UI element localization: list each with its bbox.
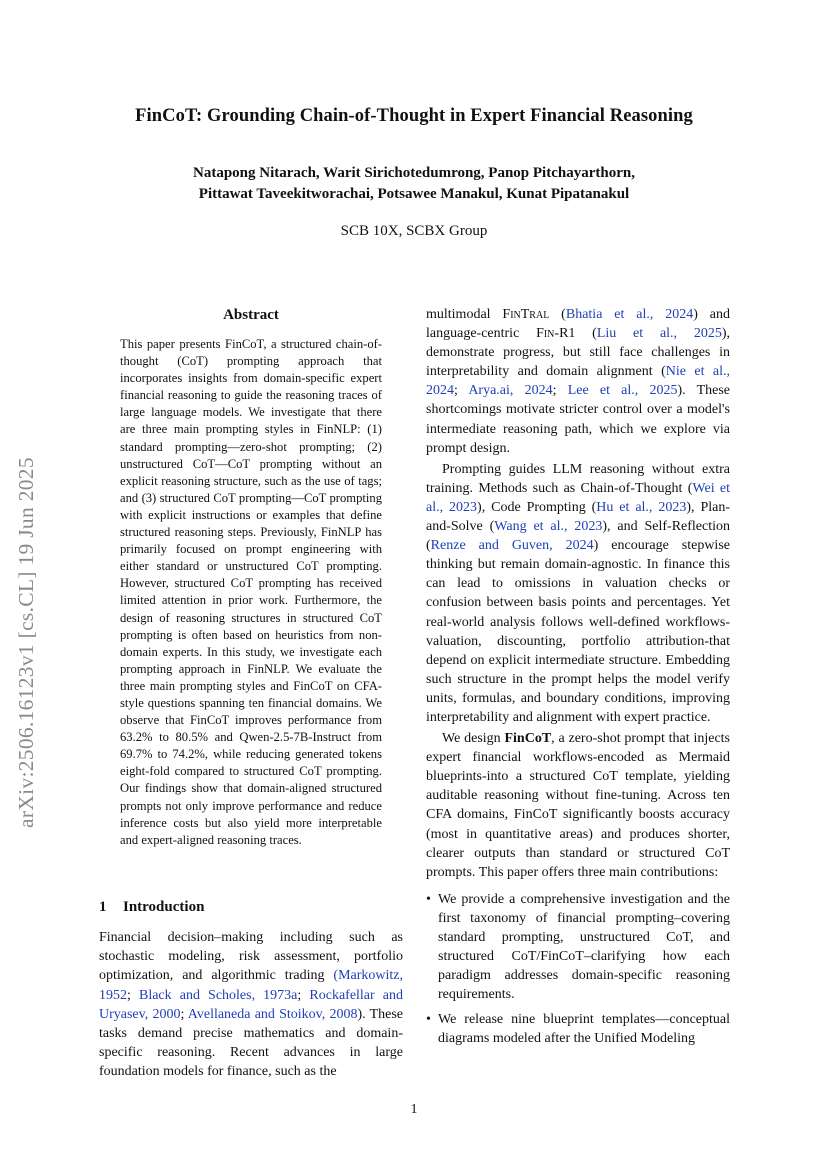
citation-separator: ; bbox=[180, 1006, 188, 1022]
right-paragraph-1 bbox=[426, 305, 730, 458]
list-item-text: We provide a comprehensive investigation and the first taxonomy of financial prompting–covering standard prompting, unstructured CoT, and structured CoT/FinCoT–clarifying how each paradigm addresses domain-specific reasoning requirements. bbox=[438, 891, 730, 1003]
paper-title: FinCoT: Grounding Chain-of-Thought in Expert Financial Reasoning bbox=[135, 106, 693, 126]
arxiv-stamp bbox=[8, 340, 48, 840]
citation-link[interactable]: Nie et al., 2024 bbox=[426, 364, 730, 399]
body-text: multimodal bbox=[426, 307, 503, 322]
citation-link[interactable]: Liu et al., 2025 bbox=[596, 326, 722, 342]
body-text: ), Code Prompting ( bbox=[477, 499, 597, 515]
citation-link[interactable]: Renze and Guven, 2024 bbox=[430, 538, 594, 554]
citation-link[interactable]: Wang et al., 2023 bbox=[494, 519, 603, 535]
model-name-fin-r1: Fin-R1 bbox=[536, 326, 576, 342]
citation-link[interactable]: (Markowitz, 1952 bbox=[99, 968, 403, 1003]
body-text: ). These shortcomings motivate stricter control over a model's intermediate reasoning path, which we explore via prompt design. bbox=[426, 383, 731, 456]
model-name-fintral: FinTral bbox=[502, 307, 550, 322]
citation-link[interactable]: Hu et al., 2023 bbox=[596, 499, 687, 515]
section-title: Introduction bbox=[123, 899, 205, 915]
bullet-icon: • bbox=[426, 1012, 431, 1028]
authors-line-2: Pittawat Taveekitworachai, Potsawee Manakul, Kunat Pipatanakul bbox=[198, 186, 630, 202]
bullet-icon: • bbox=[426, 891, 431, 907]
abstract-heading: Abstract bbox=[223, 307, 279, 323]
section-number: 1 bbox=[99, 899, 107, 915]
body-text: ; bbox=[552, 383, 568, 399]
citation-link[interactable]: Avellaneda and Stoikov, 2008 bbox=[187, 1006, 358, 1022]
citation-link[interactable]: Black and Scholes, 1973a bbox=[138, 987, 298, 1003]
body-text: , a zero-shot prompt that injects expert financial workflows-encoded as Mermaid blueprints-into a structured CoT template, yielding auditable reasoning without fine-tuning. Across ten CFA domains, FinCoT significantly boosts accuracy (most in quantitative areas) and produces shorter, clearer outputs than standard or structured CoT prompts. This paper offers three main contributions: bbox=[426, 731, 730, 880]
body-text: ), and Self-Reflection ( bbox=[426, 519, 731, 554]
body-text: ( bbox=[575, 326, 597, 342]
intro-paragraph-1 bbox=[99, 928, 403, 1082]
citation-link[interactable]: Wei et al., 2023 bbox=[426, 480, 730, 515]
method-name: FinCoT bbox=[504, 731, 552, 747]
citation-separator: ; bbox=[127, 987, 139, 1003]
author-list bbox=[0, 163, 828, 205]
section-heading-introduction bbox=[99, 899, 204, 916]
body-text: ) and language-centric bbox=[426, 307, 730, 342]
right-column bbox=[426, 305, 730, 1055]
arxiv-stamp-text: arXiv:2506.16123v1 [cs.CL] 19 Jun 2025 bbox=[14, 457, 38, 828]
list-item bbox=[426, 890, 730, 1005]
body-text: We design bbox=[442, 731, 505, 747]
citation-separator: ; bbox=[297, 987, 310, 1003]
right-paragraph-2 bbox=[426, 460, 730, 727]
contribution-list bbox=[426, 890, 730, 1049]
citation-link[interactable]: Arya.ai, 2024 bbox=[468, 383, 553, 399]
list-item-text: We release nine blueprint templates—conceptual diagrams modeled after the Unified Modeling bbox=[438, 1012, 730, 1047]
abstract-body: This paper presents FinCoT, a structured chain-of-thought (CoT) prompting approach that incorporates insights from domain-specific expert financial reasoning to guide the reasoning traces of large language models. We investigate that there are three main prompting styles in FinNLP: (1) standard prompting—zero-shot prompting; (2) unstructured CoT—CoT prompting without an explicit reasoning structure, such as the use of tags; and (3) structured CoT prompting—CoT prompting with explicit instructions or examples that define structured reasoning steps. Previously, FinNLP has primarily focused on prompt engineering with either standard or unstructured CoT prompting. However, structured CoT prompting has received limited attention in prior work. Furthermore, the design of reasoning structures in structured CoT prompting is often based on heuristics from non-domain experts. In this study, we investigate each prompting approach in FinNLP. We evaluate the three main prompting styles and FinCoT on CFA-style questions spanning ten financial domains. We observe that FinCoT improves performance from 63.2% to 80.5% and Qwen-2.5-7B-Instruct from 69.7% to 74.2%, while reducing generated tokens eight-fold compared to structured CoT prompting. Our findings show that domain-aligned structured prompts not only improve performance and reduce inference costs but also yield more interpretable and expert-aligned reasoning traces. bbox=[120, 337, 382, 847]
authors-line-1: Natapong Nitarach, Warit Sirichotedumrong, Panop Pitchayarthorn, bbox=[193, 165, 635, 181]
citation-link[interactable]: Rockafellar and Uryasev, 2000 bbox=[99, 987, 403, 1022]
intro-text: ). These tasks demand precise mathematics and domain-specific reasoning. Recent advances in large foundation models for finance, such as the bbox=[99, 1006, 404, 1080]
citation-link[interactable]: Bhatia et al., 2024 bbox=[565, 307, 694, 322]
intro-text: Financial decision–making including such as stochastic modeling, risk assessment, portfolio optimization, and algorithmic trading bbox=[99, 930, 403, 984]
affiliation: SCB 10X, SCBX Group bbox=[340, 223, 488, 239]
right-paragraph-3 bbox=[426, 729, 730, 882]
page-number: 1 bbox=[410, 1102, 418, 1117]
body-text: Prompting guides LLM reasoning without extra training. Methods such as Chain-of-Thought ( bbox=[426, 461, 730, 496]
list-item bbox=[426, 1010, 730, 1048]
body-text: ; bbox=[454, 383, 469, 399]
body-text: ), Plan-and-Solve ( bbox=[426, 499, 730, 535]
body-text: ) encourage stepwise thinking but remain domain-agnostic. In finance this can lead to omissions in valuation checks or confusion between basis points and percentages. Yet real-world analysis follows well-defined workflows-valuation, discounting, portfolio attribution-that depend on explicit intermediate structure. Embedding such structure in the prompt helps the model verify units, formulas, and boundary conditions, improving interpretability and alignment with expert practice. bbox=[426, 538, 730, 725]
citation-link[interactable]: Lee et al., 2025 bbox=[567, 383, 678, 399]
body-text: ( bbox=[549, 307, 566, 322]
body-text: ), demonstrate progress, but still face challenges in interpretability and domain alignment ( bbox=[426, 326, 730, 380]
